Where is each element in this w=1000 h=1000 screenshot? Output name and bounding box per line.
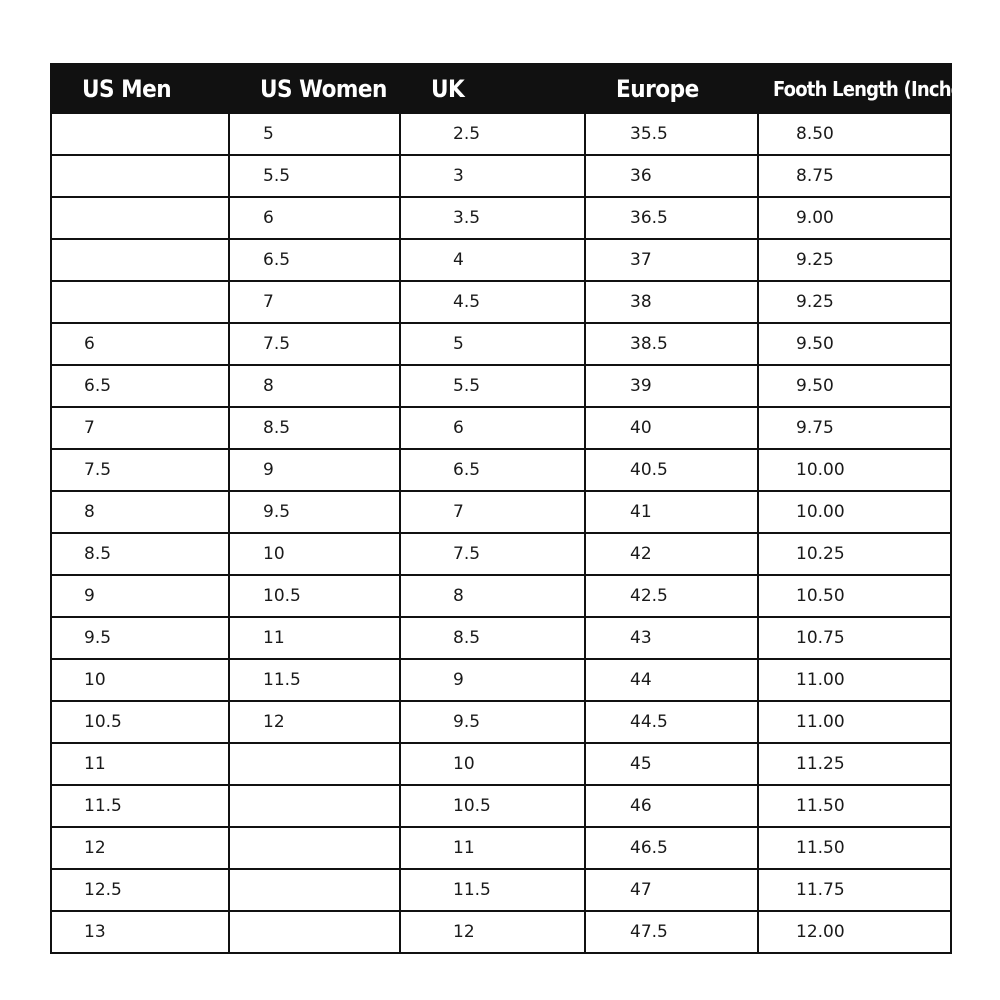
cell-foot-length: 9.50 xyxy=(758,365,951,407)
cell-uk: 4.5 xyxy=(400,281,585,323)
cell-europe: 36.5 xyxy=(585,197,758,239)
cell-us-men: 6 xyxy=(51,323,229,365)
table-row xyxy=(51,869,951,911)
cell-europe: 44 xyxy=(585,659,758,701)
cell-europe: 40.5 xyxy=(585,449,758,491)
cell-us-women: 7 xyxy=(229,281,400,323)
cell-foot-length: 11.75 xyxy=(758,869,951,911)
table-row xyxy=(51,281,951,323)
cell-us-men xyxy=(51,113,229,155)
cell-uk: 6 xyxy=(400,407,585,449)
table-row xyxy=(51,827,951,869)
cell-uk: 5.5 xyxy=(400,365,585,407)
cell-europe: 38.5 xyxy=(585,323,758,365)
cell-foot-length: 11.00 xyxy=(758,701,951,743)
table-row xyxy=(51,575,951,617)
table-row xyxy=(51,197,951,239)
cell-us-women: 10 xyxy=(229,533,400,575)
cell-us-men xyxy=(51,155,229,197)
cell-us-women xyxy=(229,869,400,911)
table-row xyxy=(51,533,951,575)
cell-us-women: 5 xyxy=(229,113,400,155)
cell-uk: 11 xyxy=(400,827,585,869)
table-row xyxy=(51,701,951,743)
table-row xyxy=(51,323,951,365)
cell-foot-length: 10.50 xyxy=(758,575,951,617)
header-us-women: US Women xyxy=(229,64,400,113)
cell-us-men: 7 xyxy=(51,407,229,449)
cell-us-women xyxy=(229,785,400,827)
cell-uk: 8.5 xyxy=(400,617,585,659)
cell-us-men: 9 xyxy=(51,575,229,617)
table-row xyxy=(51,659,951,701)
cell-europe: 46 xyxy=(585,785,758,827)
cell-us-women: 11 xyxy=(229,617,400,659)
cell-uk: 9 xyxy=(400,659,585,701)
table-row xyxy=(51,743,951,785)
cell-us-men xyxy=(51,281,229,323)
cell-uk: 12 xyxy=(400,911,585,953)
table-row xyxy=(51,113,951,155)
cell-us-men: 9.5 xyxy=(51,617,229,659)
cell-europe: 39 xyxy=(585,365,758,407)
cell-us-men xyxy=(51,239,229,281)
cell-us-women: 8 xyxy=(229,365,400,407)
cell-europe: 40 xyxy=(585,407,758,449)
cell-europe: 35.5 xyxy=(585,113,758,155)
cell-uk: 10.5 xyxy=(400,785,585,827)
table-row xyxy=(51,365,951,407)
table-body xyxy=(51,113,951,953)
cell-uk: 4 xyxy=(400,239,585,281)
cell-uk: 3 xyxy=(400,155,585,197)
cell-europe: 36 xyxy=(585,155,758,197)
cell-uk: 10 xyxy=(400,743,585,785)
cell-europe: 43 xyxy=(585,617,758,659)
cell-uk: 2.5 xyxy=(400,113,585,155)
cell-us-women: 7.5 xyxy=(229,323,400,365)
cell-europe: 42 xyxy=(585,533,758,575)
cell-us-women: 11.5 xyxy=(229,659,400,701)
cell-europe: 41 xyxy=(585,491,758,533)
cell-uk: 11.5 xyxy=(400,869,585,911)
cell-uk: 7 xyxy=(400,491,585,533)
shoe-size-chart-table xyxy=(50,63,980,954)
cell-uk: 5 xyxy=(400,323,585,365)
cell-foot-length: 9.50 xyxy=(758,323,951,365)
cell-foot-length: 9.75 xyxy=(758,407,951,449)
table-row xyxy=(51,491,951,533)
table-row xyxy=(51,617,951,659)
cell-foot-length: 10.75 xyxy=(758,617,951,659)
cell-europe: 38 xyxy=(585,281,758,323)
cell-us-women: 6 xyxy=(229,197,400,239)
header-uk: UK xyxy=(400,64,585,113)
cell-us-women: 10.5 xyxy=(229,575,400,617)
cell-us-women: 9.5 xyxy=(229,491,400,533)
cell-us-men: 11 xyxy=(51,743,229,785)
table-row xyxy=(51,239,951,281)
cell-europe: 42.5 xyxy=(585,575,758,617)
header-row xyxy=(51,64,951,113)
header-us-men: US Men xyxy=(51,64,229,113)
header-foot-length: Footh Length (Inches) xyxy=(758,64,951,113)
cell-us-men: 12 xyxy=(51,827,229,869)
cell-us-men: 6.5 xyxy=(51,365,229,407)
cell-us-women xyxy=(229,743,400,785)
table-row xyxy=(51,911,951,953)
cell-us-men xyxy=(51,197,229,239)
cell-foot-length: 11.50 xyxy=(758,785,951,827)
table-row xyxy=(51,155,951,197)
cell-foot-length: 10.00 xyxy=(758,449,951,491)
cell-europe: 46.5 xyxy=(585,827,758,869)
table-row xyxy=(51,449,951,491)
table-header xyxy=(51,64,980,113)
cell-foot-length: 9.00 xyxy=(758,197,951,239)
cell-us-men: 13 xyxy=(51,911,229,953)
cell-uk: 3.5 xyxy=(400,197,585,239)
cell-us-men: 7.5 xyxy=(51,449,229,491)
table-row xyxy=(51,407,951,449)
cell-us-women: 5.5 xyxy=(229,155,400,197)
cell-foot-length: 11.25 xyxy=(758,743,951,785)
cell-foot-length: 12.00 xyxy=(758,911,951,953)
cell-foot-length: 9.25 xyxy=(758,239,951,281)
cell-us-women: 6.5 xyxy=(229,239,400,281)
cell-uk: 9.5 xyxy=(400,701,585,743)
cell-foot-length: 10.25 xyxy=(758,533,951,575)
cell-foot-length: 11.00 xyxy=(758,659,951,701)
header-europe: Europe xyxy=(585,64,758,113)
cell-us-men: 11.5 xyxy=(51,785,229,827)
cell-foot-length: 11.50 xyxy=(758,827,951,869)
cell-foot-length: 8.50 xyxy=(758,113,951,155)
cell-foot-length: 9.25 xyxy=(758,281,951,323)
cell-us-women xyxy=(229,827,400,869)
cell-us-women: 9 xyxy=(229,449,400,491)
cell-us-men: 8.5 xyxy=(51,533,229,575)
cell-us-women: 8.5 xyxy=(229,407,400,449)
cell-uk: 7.5 xyxy=(400,533,585,575)
cell-us-men: 10 xyxy=(51,659,229,701)
cell-europe: 37 xyxy=(585,239,758,281)
cell-europe: 44.5 xyxy=(585,701,758,743)
cell-us-men: 10.5 xyxy=(51,701,229,743)
cell-europe: 47 xyxy=(585,869,758,911)
cell-us-men: 8 xyxy=(51,491,229,533)
cell-foot-length: 10.00 xyxy=(758,491,951,533)
cell-foot-length: 8.75 xyxy=(758,155,951,197)
cell-us-men: 12.5 xyxy=(51,869,229,911)
cell-us-women: 12 xyxy=(229,701,400,743)
cell-uk: 6.5 xyxy=(400,449,585,491)
cell-europe: 47.5 xyxy=(585,911,758,953)
table-row xyxy=(51,785,951,827)
cell-uk: 8 xyxy=(400,575,585,617)
cell-us-women xyxy=(229,911,400,953)
cell-europe: 45 xyxy=(585,743,758,785)
